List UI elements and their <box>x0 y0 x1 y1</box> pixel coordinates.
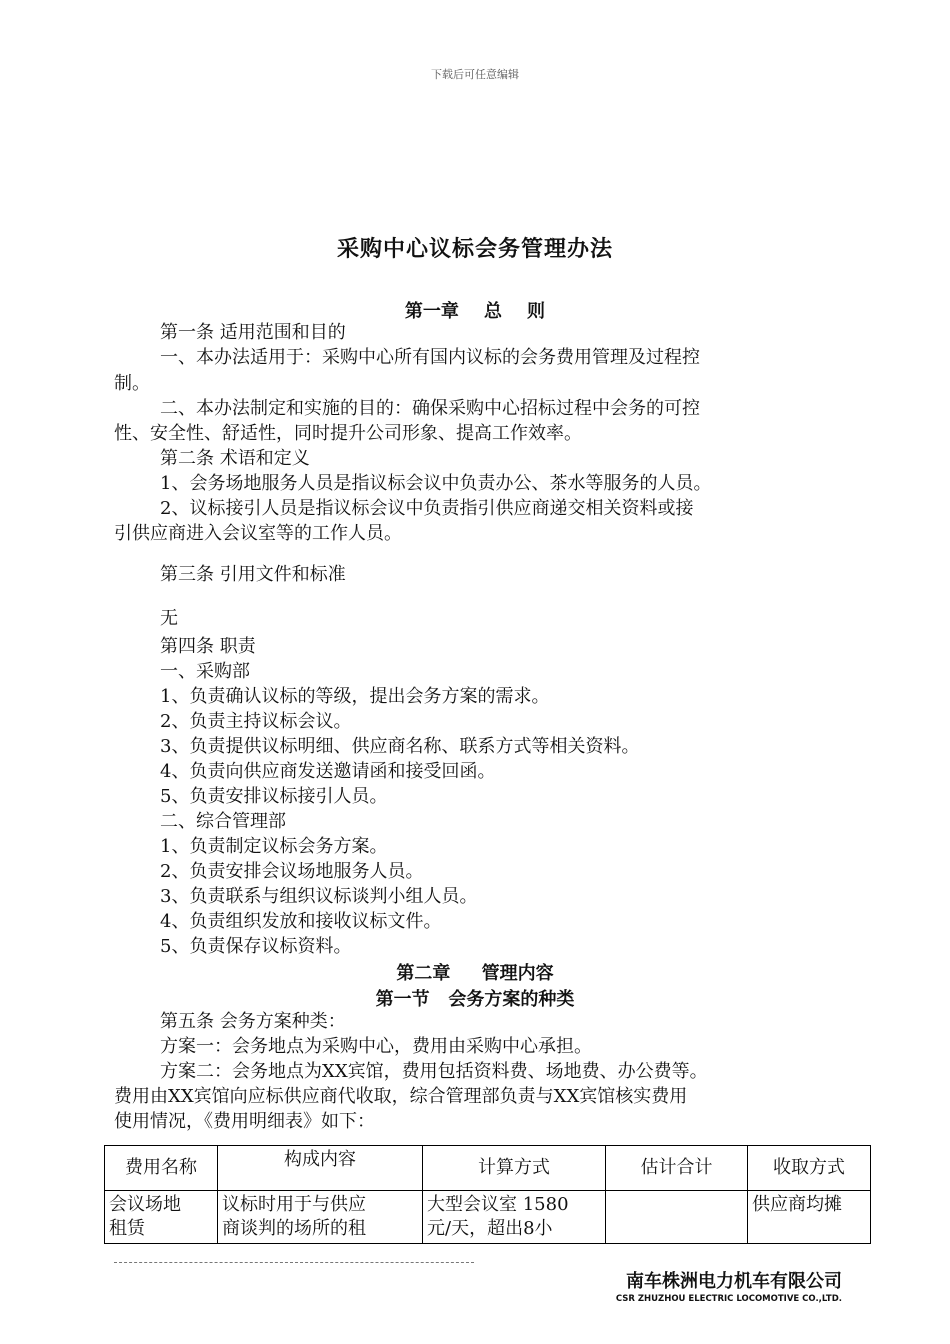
document-title: 采购中心议标会务管理办法 <box>336 237 613 262</box>
duty-item: 3、负责联系与组织议标谈判小组人员。 <box>160 886 478 907</box>
table-cell-name <box>105 1191 218 1244</box>
section-heading-1: 第一节 会务方案的种类 <box>375 989 575 1010</box>
duty-item: 4、负责组织发放和接收议标文件。 <box>160 911 442 932</box>
plan-1: 方案一：会务地点为采购中心，费用由采购中心承担。 <box>160 1036 592 1057</box>
company-name-en: CSR ZHUZHOU ELECTRIC LOCOMOTIVE CO.,LTD. <box>615 1294 842 1304</box>
article-2-heading: 第二条 术语和定义 <box>160 448 310 469</box>
plan-2: 方案二：会务地点为XX宾馆，费用包括资料费、场地费、办公费等。 <box>160 1061 708 1082</box>
cell-line: 议标时用于与供应 <box>222 1194 366 1215</box>
footer-divider <box>114 1262 474 1263</box>
cell-line: 会议场地 <box>109 1194 181 1215</box>
duty-item: 4、负责向供应商发送邀请函和接受回函。 <box>160 761 496 782</box>
article-1-para-1: 一、本办法适用于：采购中心所有国内议标的会务费用管理及过程控 <box>160 347 700 368</box>
article-3-content: 无 <box>160 608 178 629</box>
table-row <box>105 1191 871 1244</box>
table-header-cell: 收取方式 <box>748 1146 871 1191</box>
table-header-cell: 构成内容 <box>218 1146 423 1191</box>
table-cell-content <box>218 1191 423 1244</box>
duty-item: 2、负责主持议标会议。 <box>160 711 352 732</box>
duty-item: 5、负责安排议标接引人员。 <box>160 786 388 807</box>
article-1-heading: 第一条 适用范围和目的 <box>160 322 346 343</box>
table-header-row <box>105 1146 871 1191</box>
article-1-para-2-cont: 性、安全性、舒适性，同时提升公司形象、提高工作效率。 <box>114 423 582 444</box>
company-name-cn: 南车株洲电力机车有限公司 <box>626 1271 842 1292</box>
header-note: 下载后可任意编辑 <box>431 68 519 81</box>
dept-procurement: 一、采购部 <box>160 661 250 682</box>
cell-line: 大型会议室 1580 <box>427 1194 569 1215</box>
plan-2-cont: 费用由XX宾馆向应标供应商代收取，综合管理部负责与XX宾馆核实费用 <box>114 1086 688 1107</box>
dept-admin: 二、综合管理部 <box>160 811 286 832</box>
chapter-heading-2: 第二章 管理内容 <box>396 963 554 984</box>
cell-line: 商谈判的场所的租 <box>222 1218 366 1239</box>
table-cell-total <box>606 1191 748 1244</box>
duty-item: 5、负责保存议标资料。 <box>160 936 352 957</box>
table-cell-calc <box>423 1191 606 1244</box>
article-2-para-2-cont: 引供应商进入会议室等的工作人员。 <box>114 523 402 544</box>
table-header-cell: 费用名称 <box>105 1146 218 1191</box>
article-3-heading: 第三条 引用文件和标准 <box>160 564 346 585</box>
duty-item: 3、负责提供议标明细、供应商名称、联系方式等相关资料。 <box>160 736 640 757</box>
duty-item: 1、负责制定议标会务方案。 <box>160 836 388 857</box>
article-1-para-2: 二、本办法制定和实施的目的：确保采购中心招标过程中会务的可控 <box>160 398 700 419</box>
table-header-cell: 估计合计 <box>606 1146 748 1191</box>
duty-item: 1、负责确认议标的等级，提出会务方案的需求。 <box>160 686 550 707</box>
article-1-para-1-cont: 制。 <box>114 373 150 394</box>
table-header-cell: 计算方式 <box>423 1146 606 1191</box>
table-cell-method: 供应商均摊 <box>748 1191 871 1244</box>
article-5-heading: 第五条 会务方案种类： <box>160 1011 346 1032</box>
chapter-heading-1: 第一章 总 则 <box>404 301 546 322</box>
duty-item: 2、负责安排会议场地服务人员。 <box>160 861 424 882</box>
cell-line: 元/天，超出8小 <box>427 1218 553 1239</box>
fee-detail-table <box>104 1145 871 1244</box>
plan-2-cont-2: 使用情况，《费用明细表》如下： <box>114 1111 375 1132</box>
article-4-heading: 第四条 职责 <box>160 636 256 657</box>
article-2-para-1: 1、会务场地服务人员是指议标会议中负责办公、茶水等服务的人员。 <box>160 473 712 494</box>
cell-line: 租赁 <box>109 1218 145 1239</box>
article-2-para-2: 2、议标接引人员是指议标会议中负责指引供应商递交相关资料或接 <box>160 498 694 519</box>
